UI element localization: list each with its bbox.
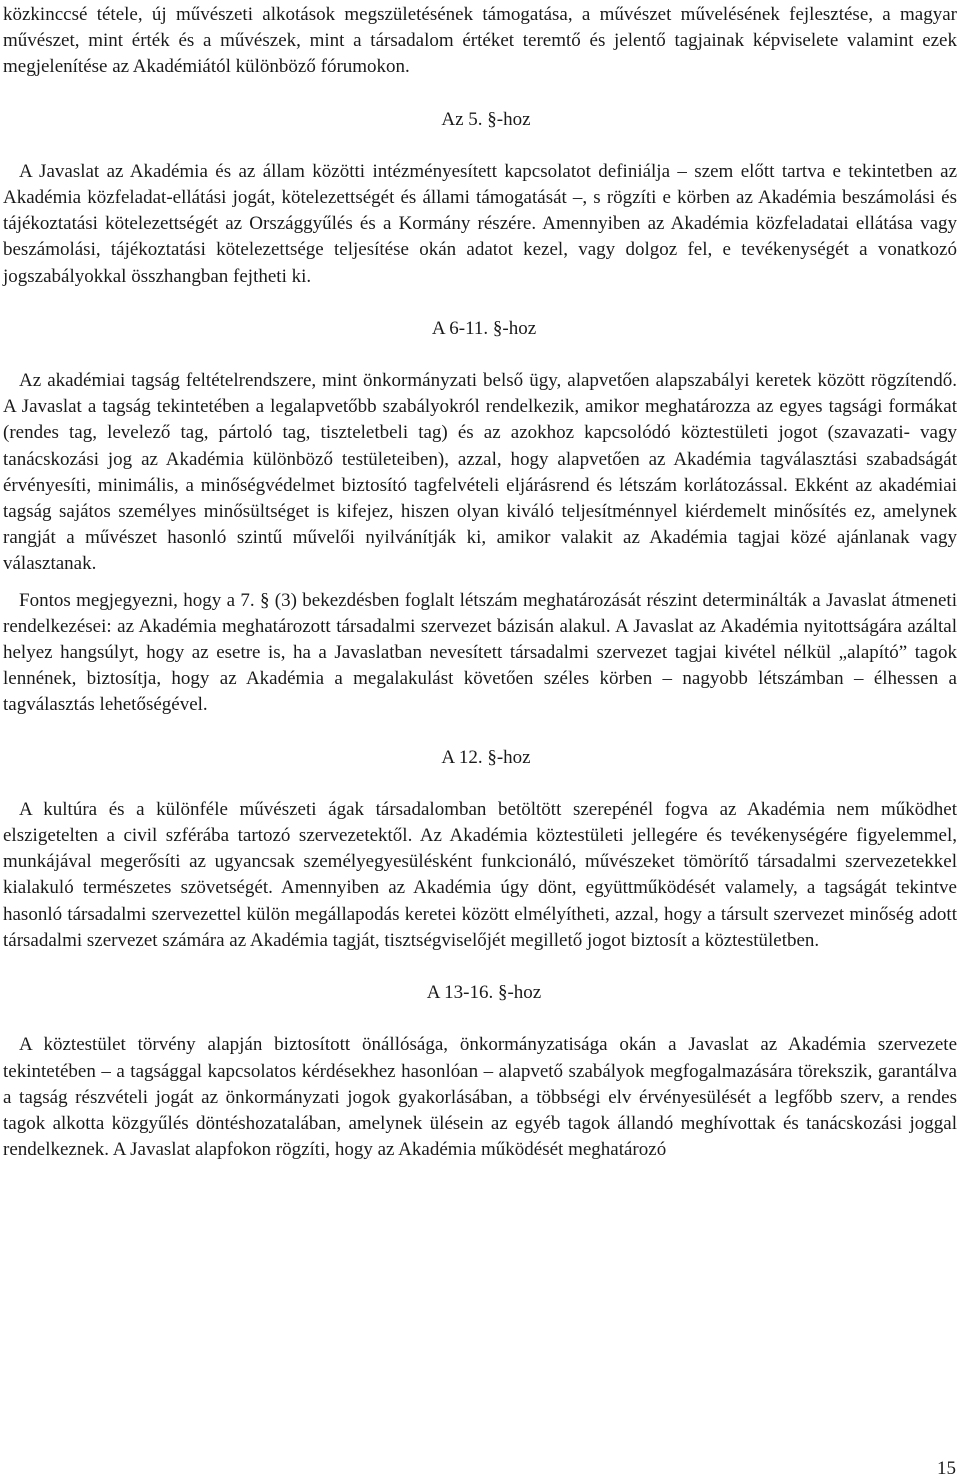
section-heading-5: Az 5. §-hoz (441, 108, 531, 130)
section-13-16-paragraph-1: A köztestület törvény alapján biztosított önállósága, önkormányzatisága okán a Javaslat az Akadémia szervezete tekintetében – a tagsággal kapcsolatos kérdésekhez hasonlóan – alapvető szabályok megfogalmazására törekszik, garantálva a tagság részvételi jogát az önkormányzati jogok gyakorlásában, a többségi elv érvényesülését a legfőbb szerv, a rendes tagok alkotta közgyűlés döntéshozatalában, amelynek ülésein az egyéb tagok állandó meghívottak és tanácskozási joggal rendelkeznek. A Javaslat alapfokon rögzíti, hogy az Akadémia működését meghatározó (3, 1034, 957, 1161)
section-heading-12: A 12. §-hoz (441, 746, 531, 768)
section-heading-6-11: A 6-11. §-hoz (431, 317, 537, 339)
section-5-paragraph-1: A Javaslat az Akadémia és az állam közötti intézményesített kapcsolatot definiálja – szem előtt tartva e tekintetben az Akadémia közfeladat-ellátási jogát, kötelezettségét és állami támogatását –, s rögzíti e körben az Akadémia beszámolási és tájékoztatási kötelezettségét az Országgyűlés és a Kormány részére. Amennyiben az Akadémia közfeladatai ellátása vagy beszámolási, tájékoztatási kötelezettsége teljesítése okán adatot kezel, vagy dolgoz fel, e tevékenységét a vonatkozó jogszabályokkal összhangban fejtheti ki. (3, 160, 957, 287)
section-6-11-paragraph-1: Az akadémiai tagság feltételrendszere, mint önkormányzati belső ügy, alapvetően alapszabályi keretek között rögzítendő. A Javaslat a tagság tekintetében a legalapvetőbb szabályokról rendelkezik, amikor meghatározza az egyes tagsági formákat (rendes tag, levelező tag, pártoló tag, tiszteletbeli tag) és az azokhoz kapcsolódó köztestületi jogot (szavazati- vagy tanácskozási jog az Akadémia különböző testületeiben), azzal, hogy alapvetően az Akadémia tagválasztási szabadságát érvényesíti, minimális, a minőségvédelmet biztosító tagfelvételi eljárásrend és létszám korlátozással. Ekként az akadémiai tagság sajátos személyes minősültséget is kifejez, hiszen olyan kiváló teljesítménnyel kiérdemelt minősítés ez, amelynek rangját a művészet hasonló szintű művelői nyilvánítják ki, amikor valakit az Akadémia tagjai közé ajánlanak vagy választanak. (3, 370, 957, 575)
section-6-11-paragraph-2: Fontos megjegyezni, hogy a 7. § (3) bekezdésben foglalt létszám meghatározását részint determinálták a Javaslat átmeneti rendelkezései: az Akadémia meghatározott társadalmi szervezet bázisán alakul. A Javaslat az Akadémia nyitottságára azáltal helyez hangsúlyt, hogy az esetre is, ha a Javaslatban nevesített társadalmi szervezet tagjai kivétel nélkül „alapító” tagok lennének, biztosítja, hogy az Akadémia a megalakulást követően széles körben – nagyobb létszámban – élhessen a tagválasztás lehetőségével. (3, 589, 957, 716)
document-page (3, 0, 957, 1163)
section-12-paragraph-1: A kultúra és a különféle művészeti ágak társadalomban betöltött szerepénél fogva az Akadémia nem működhet elszigetelten a civil szférába tartozó szervezetektől. Az Akadémia köztestületi jellegére és tevékenységére figyelemmel, munkájával megerősíti az ugyancsak személyegyesülésként funkcionáló, művészeket tömörítő társadalmi szervezetekkel kialakuló természetes szövetségét. Amennyiben az Akadémia úgy dönt, együttműködését valamely, a tagságát tekintve hasonló társadalmi szervezettel külön megállapodás keretei között elmélyítheti, azzal, hogy a társult szervezet minőség adott társadalmi szervezet számára az Akadémia tagját, tisztségviselőjét megillető jogot biztosít a köztestületben. (3, 798, 957, 951)
section-heading-13-16: A 13-16. §-hoz (426, 982, 542, 1004)
page-number: 15 (937, 1458, 956, 1479)
intro-paragraph: közkinccsé tétele, új művészeti alkotások megszületésének támogatása, a művészet művelésének fejlesztése, a magyar művészet, mint érték és a művészek, mint a társadalom értéket teremtő és jelentő tagjainak képviselete valamint ezek megjelenítése az Akadémiától különböző fórumokon. (3, 4, 957, 78)
